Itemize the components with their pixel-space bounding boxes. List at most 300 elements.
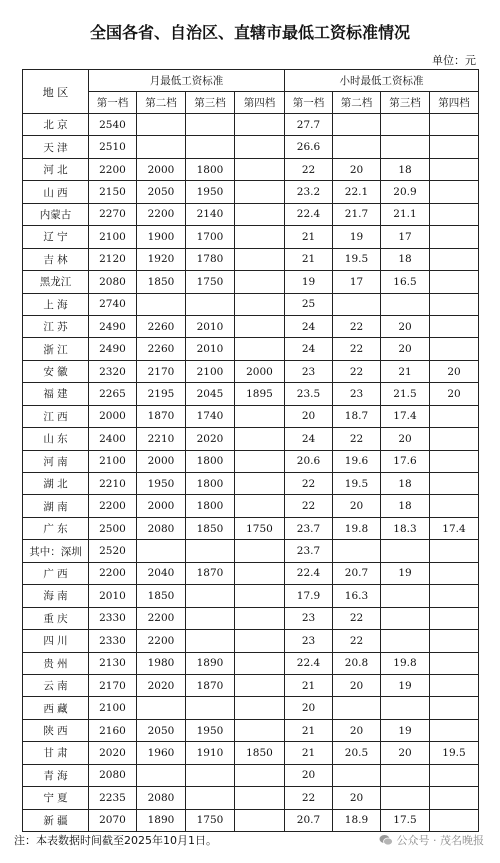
region-cell: 福 建 xyxy=(23,383,89,405)
region-cell: 北 京 xyxy=(23,114,89,136)
monthly-cell xyxy=(137,114,186,136)
hourly-cell: 16.5 xyxy=(381,271,430,293)
hourly-tier-header: 第二档 xyxy=(333,92,381,114)
monthly-cell: 2080 xyxy=(137,787,186,809)
region-cell: 青 海 xyxy=(23,764,89,786)
hourly-cell: 20 xyxy=(430,383,479,405)
hourly-cell xyxy=(381,607,430,629)
hourly-cell xyxy=(381,585,430,607)
monthly-cell: 2200 xyxy=(137,607,186,629)
monthly-cell xyxy=(186,293,235,315)
monthly-cell: 2235 xyxy=(89,787,137,809)
table-row xyxy=(23,473,479,495)
table-row xyxy=(23,383,479,405)
monthly-cell: 2260 xyxy=(137,338,186,360)
region-cell: 安 徽 xyxy=(23,360,89,382)
hourly-cell xyxy=(430,630,479,652)
hourly-cell xyxy=(430,787,479,809)
region-cell: 江 苏 xyxy=(23,315,89,337)
monthly-cell: 2000 xyxy=(235,360,285,382)
hourly-cell: 21 xyxy=(285,226,333,248)
hourly-cell: 17.6 xyxy=(381,450,430,472)
unit-label: 单位：元 xyxy=(432,54,476,67)
monthly-cell: 2000 xyxy=(137,450,186,472)
table-row xyxy=(23,517,479,539)
table-row xyxy=(23,585,479,607)
hourly-cell xyxy=(333,540,381,562)
footnote: 注：本表数据时间截至2025年10月1日。 xyxy=(14,834,217,847)
hourly-cell: 22.4 xyxy=(285,652,333,674)
hourly-cell: 21.5 xyxy=(381,383,430,405)
hourly-tier-header: 第四档 xyxy=(430,92,479,114)
monthly-cell: 1800 xyxy=(186,158,235,180)
region-cell: 甘 肃 xyxy=(23,742,89,764)
monthly-cell xyxy=(235,630,285,652)
hourly-cell: 22 xyxy=(333,338,381,360)
hourly-cell: 16.3 xyxy=(333,585,381,607)
monthly-tier-header: 第二档 xyxy=(137,92,186,114)
hourly-cell: 17 xyxy=(381,226,430,248)
hourly-cell xyxy=(430,764,479,786)
hourly-cell: 24 xyxy=(285,315,333,337)
monthly-cell xyxy=(186,585,235,607)
monthly-cell: 2160 xyxy=(89,719,137,741)
monthly-cell: 2080 xyxy=(137,517,186,539)
monthly-cell: 1870 xyxy=(186,562,235,584)
hourly-cell: 17.4 xyxy=(430,517,479,539)
monthly-cell: 2000 xyxy=(137,158,186,180)
monthly-cell: 1750 xyxy=(186,271,235,293)
table-row xyxy=(23,203,479,225)
monthly-cell xyxy=(235,450,285,472)
monthly-cell: 1800 xyxy=(186,473,235,495)
monthly-cell: 2170 xyxy=(89,674,137,696)
monthly-cell: 2170 xyxy=(137,360,186,382)
monthly-cell: 2050 xyxy=(137,719,186,741)
hourly-cell xyxy=(430,697,479,719)
monthly-cell xyxy=(235,181,285,203)
hourly-cell xyxy=(381,136,430,158)
region-cell: 河 北 xyxy=(23,158,89,180)
monthly-cell: 1800 xyxy=(186,450,235,472)
table-row xyxy=(23,114,479,136)
hourly-tier-header: 第一档 xyxy=(285,92,333,114)
hourly-tier-header: 第三档 xyxy=(381,92,430,114)
region-cell: 云 南 xyxy=(23,674,89,696)
monthly-cell: 2020 xyxy=(89,742,137,764)
hourly-cell xyxy=(430,495,479,517)
hourly-cell: 22 xyxy=(285,787,333,809)
monthly-cell xyxy=(137,764,186,786)
monthly-cell xyxy=(235,203,285,225)
region-cell: 浙 江 xyxy=(23,338,89,360)
region-cell: 其中：深圳 xyxy=(23,540,89,562)
monthly-cell: 2210 xyxy=(89,473,137,495)
region-cell: 山 东 xyxy=(23,428,89,450)
table-row xyxy=(23,495,479,517)
hourly-cell: 21 xyxy=(285,674,333,696)
table-row xyxy=(23,607,479,629)
monthly-cell: 1800 xyxy=(186,495,235,517)
table-row xyxy=(23,158,479,180)
table-row xyxy=(23,630,479,652)
monthly-cell xyxy=(137,540,186,562)
hourly-cell: 19 xyxy=(381,719,430,741)
monthly-cell: 2000 xyxy=(137,495,186,517)
hourly-cell: 22 xyxy=(333,315,381,337)
hourly-cell: 20 xyxy=(333,495,381,517)
hourly-cell: 23 xyxy=(285,360,333,382)
hourly-cell: 19.5 xyxy=(333,473,381,495)
hourly-cell: 24 xyxy=(285,428,333,450)
monthly-cell: 1890 xyxy=(137,809,186,831)
monthly-cell xyxy=(235,315,285,337)
monthly-cell: 2130 xyxy=(89,652,137,674)
hourly-cell: 26.6 xyxy=(285,136,333,158)
hourly-cell: 20 xyxy=(381,315,430,337)
hourly-cell: 20 xyxy=(333,719,381,741)
hourly-cell xyxy=(430,562,479,584)
monthly-cell: 1850 xyxy=(186,517,235,539)
hourly-header: 小时最低工资标准 xyxy=(285,70,479,92)
monthly-cell xyxy=(235,540,285,562)
page-title: 全国各省、自治区、直辖市最低工资标准情况 xyxy=(89,23,410,42)
monthly-cell: 2200 xyxy=(137,203,186,225)
hourly-cell xyxy=(333,136,381,158)
region-cell: 天 津 xyxy=(23,136,89,158)
region-cell: 宁 夏 xyxy=(23,787,89,809)
hourly-cell: 22.1 xyxy=(333,181,381,203)
monthly-cell xyxy=(186,607,235,629)
monthly-cell: 2200 xyxy=(89,158,137,180)
hourly-cell: 18 xyxy=(381,473,430,495)
monthly-cell: 1980 xyxy=(137,652,186,674)
hourly-cell xyxy=(430,607,479,629)
table-row xyxy=(23,271,479,293)
table-row xyxy=(23,181,479,203)
monthly-cell: 2020 xyxy=(186,428,235,450)
hourly-cell xyxy=(333,293,381,315)
region-cell: 重 庆 xyxy=(23,607,89,629)
monthly-cell: 2400 xyxy=(89,428,137,450)
table-row xyxy=(23,338,479,360)
monthly-cell xyxy=(235,697,285,719)
region-cell: 四 川 xyxy=(23,630,89,652)
hourly-cell xyxy=(430,293,479,315)
monthly-cell xyxy=(186,697,235,719)
hourly-cell xyxy=(430,248,479,270)
monthly-cell: 1960 xyxy=(137,742,186,764)
hourly-cell xyxy=(333,114,381,136)
monthly-cell xyxy=(235,562,285,584)
monthly-cell: 2040 xyxy=(137,562,186,584)
monthly-cell: 1780 xyxy=(186,248,235,270)
hourly-cell: 22.4 xyxy=(285,562,333,584)
hourly-cell xyxy=(430,226,479,248)
monthly-cell: 2500 xyxy=(89,517,137,539)
monthly-cell: 2050 xyxy=(137,181,186,203)
monthly-cell: 2120 xyxy=(89,248,137,270)
region-cell: 西 藏 xyxy=(23,697,89,719)
monthly-cell: 1870 xyxy=(186,674,235,696)
monthly-cell: 1870 xyxy=(137,405,186,427)
hourly-cell: 21.7 xyxy=(333,203,381,225)
hourly-cell xyxy=(430,158,479,180)
monthly-cell: 2270 xyxy=(89,203,137,225)
hourly-cell: 21 xyxy=(381,360,430,382)
hourly-cell: 17.5 xyxy=(381,809,430,831)
hourly-cell: 23.7 xyxy=(285,517,333,539)
hourly-cell: 20.7 xyxy=(333,562,381,584)
monthly-cell: 2320 xyxy=(89,360,137,382)
monthly-tier-header: 第三档 xyxy=(186,92,235,114)
region-cell: 江 西 xyxy=(23,405,89,427)
monthly-cell xyxy=(235,652,285,674)
hourly-cell: 19.5 xyxy=(333,248,381,270)
monthly-cell: 2200 xyxy=(89,562,137,584)
min-wage-table xyxy=(22,69,479,832)
monthly-cell xyxy=(186,630,235,652)
monthly-cell: 2140 xyxy=(186,203,235,225)
monthly-cell: 2210 xyxy=(137,428,186,450)
hourly-cell: 23.2 xyxy=(285,181,333,203)
monthly-cell xyxy=(137,293,186,315)
source-watermark xyxy=(379,832,485,848)
hourly-cell: 22 xyxy=(333,360,381,382)
monthly-cell: 2080 xyxy=(89,764,137,786)
monthly-cell: 2010 xyxy=(186,315,235,337)
hourly-cell xyxy=(430,181,479,203)
monthly-cell xyxy=(235,607,285,629)
monthly-cell: 2070 xyxy=(89,809,137,831)
hourly-cell xyxy=(381,540,430,562)
hourly-cell: 27.7 xyxy=(285,114,333,136)
table-row xyxy=(23,697,479,719)
hourly-cell: 20 xyxy=(381,428,430,450)
monthly-cell: 2195 xyxy=(137,383,186,405)
hourly-cell: 18 xyxy=(381,248,430,270)
monthly-cell: 1700 xyxy=(186,226,235,248)
monthly-cell: 1750 xyxy=(186,809,235,831)
hourly-cell: 23 xyxy=(333,383,381,405)
table-row xyxy=(23,719,479,741)
hourly-cell: 24 xyxy=(285,338,333,360)
hourly-cell: 22 xyxy=(285,473,333,495)
monthly-cell xyxy=(235,248,285,270)
region-header: 地 区 xyxy=(23,70,89,114)
hourly-cell: 20 xyxy=(381,742,430,764)
table-row xyxy=(23,742,479,764)
hourly-cell: 22 xyxy=(333,630,381,652)
monthly-cell: 2200 xyxy=(137,630,186,652)
monthly-cell xyxy=(235,271,285,293)
hourly-cell: 20.7 xyxy=(285,809,333,831)
hourly-cell: 19 xyxy=(381,674,430,696)
monthly-cell: 2540 xyxy=(89,114,137,136)
hourly-cell: 18 xyxy=(381,158,430,180)
hourly-cell xyxy=(430,428,479,450)
table-row xyxy=(23,764,479,786)
table-row xyxy=(23,652,479,674)
monthly-cell: 2520 xyxy=(89,540,137,562)
hourly-cell: 23 xyxy=(285,630,333,652)
table-row xyxy=(23,315,479,337)
monthly-cell xyxy=(235,495,285,517)
hourly-cell: 18.7 xyxy=(333,405,381,427)
table-row xyxy=(23,293,479,315)
table-row xyxy=(23,787,479,809)
hourly-cell: 22 xyxy=(333,428,381,450)
monthly-cell: 2265 xyxy=(89,383,137,405)
monthly-cell: 2490 xyxy=(89,338,137,360)
monthly-cell: 1750 xyxy=(235,517,285,539)
monthly-cell xyxy=(186,114,235,136)
region-cell: 海 南 xyxy=(23,585,89,607)
monthly-cell xyxy=(235,473,285,495)
table-row xyxy=(23,674,479,696)
hourly-cell: 20 xyxy=(430,360,479,382)
monthly-cell: 2330 xyxy=(89,630,137,652)
monthly-cell xyxy=(186,136,235,158)
hourly-cell: 21 xyxy=(285,742,333,764)
hourly-cell xyxy=(333,697,381,719)
monthly-cell: 2080 xyxy=(89,271,137,293)
hourly-cell: 19.8 xyxy=(333,517,381,539)
monthly-cell: 1950 xyxy=(186,719,235,741)
monthly-cell xyxy=(235,293,285,315)
hourly-cell xyxy=(430,652,479,674)
hourly-cell: 20.8 xyxy=(333,652,381,674)
hourly-cell xyxy=(381,764,430,786)
hourly-cell xyxy=(430,674,479,696)
monthly-cell: 2020 xyxy=(137,674,186,696)
hourly-cell: 19 xyxy=(333,226,381,248)
monthly-cell: 2045 xyxy=(186,383,235,405)
monthly-cell: 2330 xyxy=(89,607,137,629)
hourly-cell: 20 xyxy=(285,697,333,719)
monthly-cell xyxy=(235,136,285,158)
hourly-cell: 17 xyxy=(333,271,381,293)
monthly-cell: 1920 xyxy=(137,248,186,270)
region-cell: 广 西 xyxy=(23,562,89,584)
monthly-cell xyxy=(235,226,285,248)
monthly-cell: 1740 xyxy=(186,405,235,427)
hourly-cell: 20 xyxy=(285,764,333,786)
table-row xyxy=(23,809,479,831)
hourly-cell: 23 xyxy=(285,607,333,629)
hourly-cell: 22 xyxy=(285,158,333,180)
monthly-cell xyxy=(186,540,235,562)
wechat-icon xyxy=(379,834,393,846)
table-row xyxy=(23,360,479,382)
table-row xyxy=(23,562,479,584)
monthly-cell: 1890 xyxy=(186,652,235,674)
hourly-cell: 19.6 xyxy=(333,450,381,472)
hourly-cell: 21 xyxy=(285,248,333,270)
hourly-cell: 22 xyxy=(285,495,333,517)
monthly-cell xyxy=(137,697,186,719)
monthly-cell: 1895 xyxy=(235,383,285,405)
hourly-cell xyxy=(430,719,479,741)
monthly-cell xyxy=(235,764,285,786)
table-row xyxy=(23,248,479,270)
hourly-cell xyxy=(381,787,430,809)
hourly-cell: 22 xyxy=(333,607,381,629)
region-cell: 河 南 xyxy=(23,450,89,472)
hourly-cell xyxy=(381,293,430,315)
hourly-cell: 20 xyxy=(333,158,381,180)
hourly-cell xyxy=(430,136,479,158)
region-cell: 辽 宁 xyxy=(23,226,89,248)
monthly-cell xyxy=(186,764,235,786)
hourly-cell xyxy=(333,764,381,786)
monthly-cell xyxy=(235,674,285,696)
hourly-cell: 18.3 xyxy=(381,517,430,539)
monthly-cell: 2510 xyxy=(89,136,137,158)
hourly-cell: 19 xyxy=(285,271,333,293)
monthly-cell: 2000 xyxy=(89,405,137,427)
hourly-cell xyxy=(381,630,430,652)
monthly-cell xyxy=(235,405,285,427)
table-row xyxy=(23,226,479,248)
hourly-cell: 19.5 xyxy=(430,742,479,764)
hourly-cell: 20.5 xyxy=(333,742,381,764)
monthly-cell xyxy=(235,338,285,360)
hourly-cell: 20 xyxy=(381,338,430,360)
watermark-text: 公众号 · 茂名晚报 xyxy=(396,834,484,847)
hourly-cell: 25 xyxy=(285,293,333,315)
monthly-cell: 2100 xyxy=(186,360,235,382)
monthly-cell: 2200 xyxy=(89,495,137,517)
table-body xyxy=(23,114,479,832)
monthly-cell: 1850 xyxy=(137,271,186,293)
hourly-cell: 20.6 xyxy=(285,450,333,472)
monthly-tier-header: 第四档 xyxy=(235,92,285,114)
table-row xyxy=(23,405,479,427)
region-cell: 湖 北 xyxy=(23,473,89,495)
hourly-cell: 21.1 xyxy=(381,203,430,225)
hourly-cell: 17.9 xyxy=(285,585,333,607)
hourly-cell xyxy=(430,315,479,337)
monthly-cell: 1900 xyxy=(137,226,186,248)
monthly-cell xyxy=(137,136,186,158)
table-row xyxy=(23,450,479,472)
monthly-cell: 2010 xyxy=(89,585,137,607)
hourly-cell xyxy=(430,585,479,607)
monthly-cell xyxy=(186,787,235,809)
region-cell: 新 疆 xyxy=(23,809,89,831)
monthly-cell: 2490 xyxy=(89,315,137,337)
hourly-cell: 18 xyxy=(381,495,430,517)
monthly-cell: 2150 xyxy=(89,181,137,203)
hourly-cell: 20.9 xyxy=(381,181,430,203)
monthly-cell: 2740 xyxy=(89,293,137,315)
monthly-cell: 1950 xyxy=(137,473,186,495)
hourly-cell xyxy=(381,114,430,136)
region-cell: 贵 州 xyxy=(23,652,89,674)
monthly-cell xyxy=(235,719,285,741)
hourly-cell xyxy=(430,203,479,225)
monthly-cell: 1950 xyxy=(186,181,235,203)
table-row xyxy=(23,136,479,158)
hourly-cell xyxy=(430,473,479,495)
monthly-cell xyxy=(235,158,285,180)
hourly-cell: 23.5 xyxy=(285,383,333,405)
monthly-cell: 1850 xyxy=(235,742,285,764)
region-cell: 山 西 xyxy=(23,181,89,203)
monthly-cell: 2100 xyxy=(89,697,137,719)
table-row xyxy=(23,540,479,562)
